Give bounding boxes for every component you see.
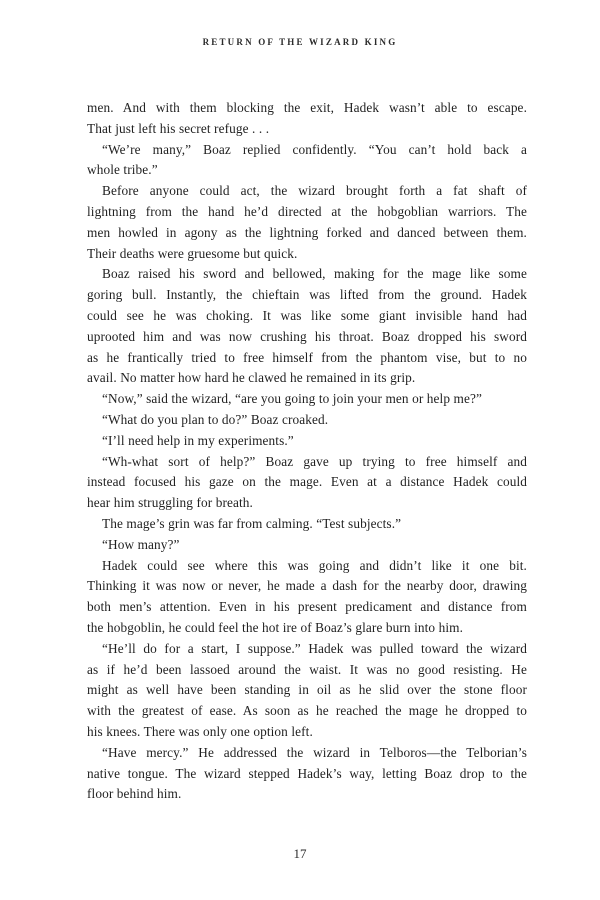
- paragraph: [87, 514, 527, 535]
- text-line: whole tribe.”: [87, 162, 158, 178]
- paragraph: [87, 410, 527, 431]
- text-line: “We’re many,” Boaz replied confidently. “You can’t hold back a: [102, 141, 527, 157]
- text-line: as he frantically tried to free himself from the phantom vise, but to no: [87, 349, 527, 365]
- text-line: both men’s attention. Even in his present predicament and distance from: [87, 599, 527, 615]
- text-line: could see he was choking. It was like some giant invisible hand had: [87, 307, 527, 323]
- text-line: Their deaths were gruesome but quick.: [87, 245, 298, 261]
- text-line: men howled in agony as the lightning forked and danced between them.: [87, 224, 527, 240]
- text-line: hear him struggling for breath.: [87, 495, 253, 511]
- text-line: Hadek could see where this was going and didn’t like it one bit.: [102, 557, 527, 573]
- paragraph: [87, 452, 527, 514]
- text-line: his knees. There was only one option left.: [87, 723, 313, 739]
- paragraph: [87, 389, 527, 410]
- text-line: “I’ll need help in my experiments.”: [102, 432, 294, 448]
- text-line: men. And with them blocking the exit, Hadek wasn’t able to escape.: [87, 100, 527, 115]
- paragraph: [87, 743, 527, 805]
- text-line: lightning from the hand he’d directed at the hobgoblian warriors. The: [87, 203, 527, 219]
- text-line: Before anyone could act, the wizard brought forth a fat shaft of: [102, 183, 527, 199]
- paragraph: [87, 181, 527, 264]
- text-line: “Wh-what sort of help?” Boaz gave up trying to free himself and: [102, 453, 527, 469]
- running-header: RETURN OF THE WIZARD KING: [202, 37, 398, 47]
- text-line: “What do you plan to do?” Boaz croaked.: [102, 411, 329, 427]
- paragraph: [87, 264, 527, 389]
- text-line: uprooted him and was now crushing his throat. Boaz dropped his sword: [87, 328, 527, 344]
- text-line: “How many?”: [102, 536, 180, 552]
- text-line: That just left his secret refuge . . .: [87, 120, 270, 136]
- text-line: “Have mercy.” He addressed the wizard in Telboros—the Telborian’s: [102, 744, 527, 760]
- paragraph: [87, 98, 527, 140]
- text-line: Boaz raised his sword and bellowed, making for the mage like some: [102, 266, 527, 282]
- text-line: “He’ll do for a start, I suppose.” Hadek was pulled toward the wizard: [102, 640, 527, 656]
- text-line: “Now,” said the wizard, “are you going to join your men or help me?”: [102, 391, 482, 407]
- paragraph: [87, 639, 527, 743]
- text-line: native tongue. The wizard stepped Hadek’s way, letting Boaz drop to the: [87, 765, 527, 781]
- text-line: The mage’s grin was far from calming. “Test subjects.”: [102, 515, 402, 531]
- text-line: goring bull. Instantly, the chieftain was lifted from the ground. Hadek: [87, 287, 527, 303]
- text-line: Thinking it was now or never, he made a dash for the nearby door, drawing: [87, 578, 527, 594]
- text-line: floor behind him.: [87, 786, 182, 802]
- paragraph: [87, 535, 527, 556]
- text-line: avail. No matter how hard he clawed he remained in its grip.: [87, 370, 416, 386]
- text-line: instead focused his gaze on the mage. Even at a distance Hadek could: [87, 474, 527, 490]
- text-line: as if he’d been lassoed around the waist. It was no good resisting. He: [87, 661, 527, 677]
- paragraph: [87, 431, 527, 452]
- page-number: 17: [293, 846, 307, 861]
- text-line: with the greatest of ease. As soon as he reached the mage he dropped to: [87, 703, 527, 719]
- text-line: the hobgoblin, he could feel the hot ire of Boaz’s glare burn into him.: [87, 619, 463, 635]
- text-line: might as well have been standing in oil as he slid over the stone floor: [87, 682, 527, 698]
- body-text: [87, 98, 527, 805]
- paragraph: [87, 140, 527, 182]
- paragraph: [87, 556, 527, 639]
